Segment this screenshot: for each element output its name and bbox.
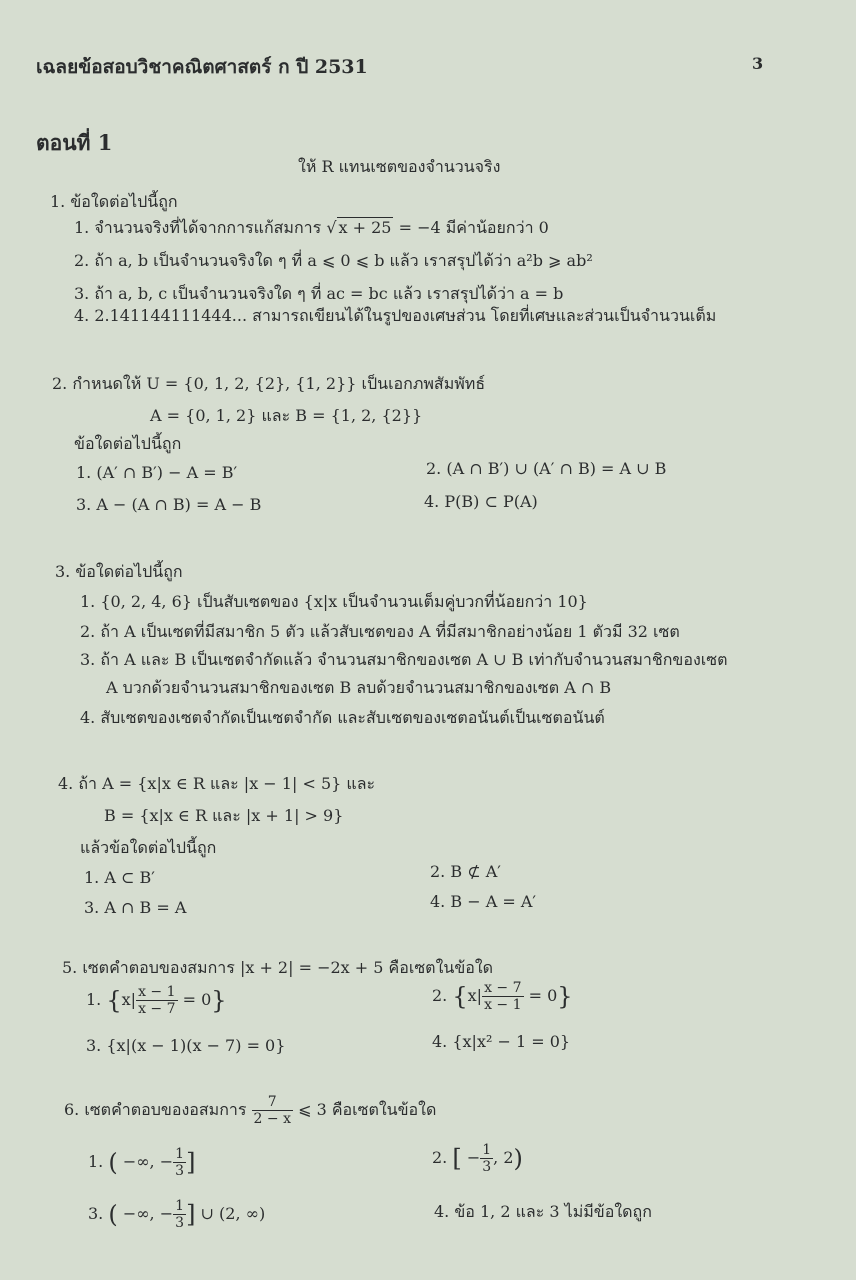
q4-option-4: 4. B − A = A′ [430, 892, 537, 911]
q3-option-4: 4. สับเซตของเซตจำกัดเป็นเซตจำกัด และสับเซตของเซตอนันต์เป็นเซตอนันต์ [80, 708, 605, 727]
q2-option-1: 1. (A′ ∩ B′) − A = B′ [76, 463, 238, 482]
q4-option-1: 1. A ⊂ B′ [84, 868, 155, 887]
q1-option-1: 1. จำนวนจริงที่ได้จากการแก้สมการ √ x + 25 = −4 มีค่าน้อยกว่า 0 [74, 218, 549, 237]
q6-option-1: 1. ( −∞, − $\frac{1}{3}$ ] [88, 1146, 196, 1179]
q6-option-4: 4. ข้อ 1, 2 และ 3 ไม่มีข้อใดถูก [434, 1202, 652, 1221]
q2-option-3: 3. A − (A ∩ B) = A − B [76, 495, 262, 514]
q4-option-2: 2. B ⊄ A′ [430, 862, 501, 881]
q4-stem: 4. ถ้า A = {x|x ∈ R และ |x − 1| < 5} และ [58, 774, 376, 793]
q5-stem: 5. เซตคำตอบของสมการ |x + 2| = −2x + 5 คือเซตในข้อใด [62, 958, 494, 977]
q6-option-2: 2. [ − $\frac{1}{3}$ , 2) [432, 1142, 523, 1175]
q2-sets: A = {0, 1, 2} และ B = {1, 2, {2}} [150, 406, 423, 425]
q5-option-3: 3. {x|(x − 1)(x − 7) = 0} [86, 1036, 286, 1055]
q4-ask: แล้วข้อใดต่อไปนี้ถูก [80, 838, 217, 857]
q5-option-4: 4. {x|x² − 1 = 0} [432, 1032, 571, 1051]
section-title: ตอนที่ 1 [36, 130, 113, 155]
page-number: 3 [752, 54, 764, 73]
q1-radicand: x + 25 [338, 218, 392, 237]
q3-option-2: 2. ถ้า A เป็นเซตที่มีสมาชิก 5 ตัว แล้วสับเซตของ A ที่มีสมาชิกอย่างน้อย 1 ตัวมี 32 เซต [80, 622, 680, 641]
q2-option-2: 2. (A ∩ B′) ∪ (A′ ∩ B) = A ∪ B [426, 459, 667, 478]
q3-option-3-line2: A บวกด้วยจำนวนสมาชิกของเซต B ลบด้วยจำนวนสมาชิกของเซต A ∩ B [106, 678, 612, 697]
q5-option-1: 1. {x| $\frac{x - 1}{x - 7}$ = 0} [86, 984, 227, 1017]
q2-stem: 2. กำหนดให้ U = {0, 1, 2, {2}, {1, 2}} เป็นเอกภพสัมพัทธ์ [52, 374, 486, 393]
q1-stem: 1. ข้อใดต่อไปนี้ถูก [50, 192, 178, 211]
q4-option-3: 3. A ∩ B = A [84, 898, 187, 917]
q3-stem: 3. ข้อใดต่อไปนี้ถูก [55, 562, 183, 581]
q1-option-3: 3. ถ้า a, b, c เป็นจำนวนจริงใด ๆ ที่ ac = bc แล้ว เราสรุปได้ว่า a = b [74, 284, 564, 303]
page-header-title: เฉลยข้อสอบวิชาคณิตศาสตร์ ก ปี 2531 [36, 56, 368, 78]
q2-ask: ข้อใดต่อไปนี้ถูก [74, 434, 182, 453]
q6-option-3: 3. ( −∞, − $\frac{1}{3}$ ] ∪ (2, ∞) [88, 1198, 266, 1231]
q4-set-b: B = {x|x ∈ R และ |x + 1| > 9} [104, 806, 344, 825]
q1-option-4: 4. 2.141144111444... สามารถเขียนได้ในรูปของเศษส่วน โดยที่เศษและส่วนเป็นจำนวนเต็ม [74, 306, 717, 325]
q2-option-4: 4. P(B) ⊂ P(A) [424, 492, 538, 511]
q1-option-2: 2. ถ้า a, b เป็นจำนวนจริงใด ๆ ที่ a ⩽ 0 ⩽ b แล้ว เราสรุปได้ว่า a²b ⩾ ab² [74, 251, 593, 270]
q3-option-3-line1: 3. ถ้า A และ B เป็นเซตจำกัดแล้ว จำนวนสมาชิกของเซต A ∪ B เท่ากับจำนวนสมาชิกของเซต [80, 650, 728, 669]
q5-option-2: 2. {x| $\frac{x - 7}{x - 1}$ = 0} [432, 980, 573, 1013]
q6-stem: 6. เซตคำตอบของอสมการ $\frac{7}{2 - x}$ ⩽ 3 คือเซตในข้อใด [64, 1094, 437, 1127]
q3-option-1: 1. {0, 2, 4, 6} เป็นสับเซตของ {x|x เป็นจำนวนเต็มคู่บวกที่น้อยกว่า 10} [80, 592, 588, 611]
section-intro: ให้ R แทนเซตของจำนวนจริง [298, 157, 501, 176]
